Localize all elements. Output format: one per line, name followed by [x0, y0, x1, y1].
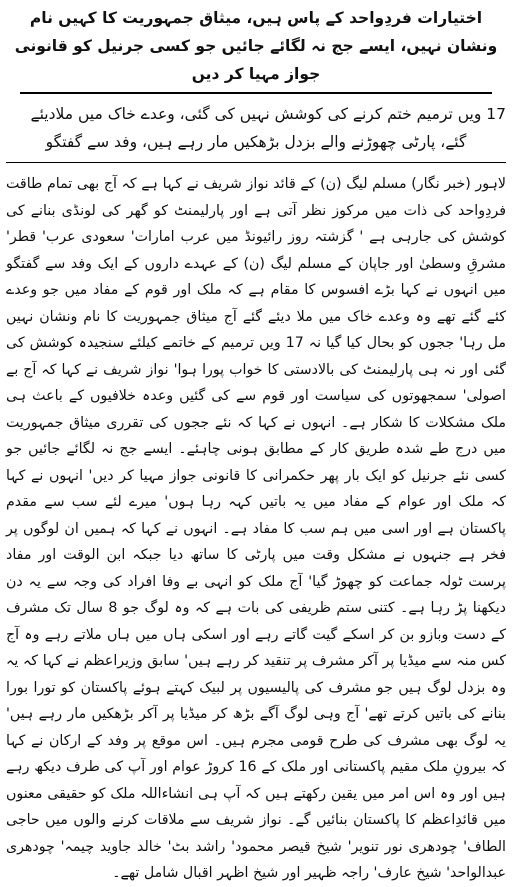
subheadline: 17 ویں ترمیم ختم کرنے کی کوشش نہیں کی گئی، وعدے خاک میں ملادیئے گئے، پارٹی چھوڑنے والے بزدل بڑھکیں مار رہے ہیں، وفد سے گفتگو — [30, 105, 506, 151]
headline: اختیارات فردِواحد کے پاس ہیں، میثاق جمہوریت کا کہیں نام ونشان نہیں، ایسے جج نہ لگائے جائیں جو کسی جرنیل کو قانونی جواز مہیا کر دیں — [14, 9, 498, 83]
article-body: لاہور (خبر نگار) مسلم لیگ (ن) کے قائد نواز شریف نے کہا ہے کہ آج بھی تمام طاقت فردِواحد کی ذات میں مرکوز نظر آتی ہے اور پارلیمنٹ کو گھر کی لونڈی بنانے کی کوشش کی جارہی ہے ' گزشتہ روز رائیونڈ میں عرب امارات' سعودی عرب' قطر' مشرقِ وسطیٰ اور جاپان کے مسلم لیگ (ن) کے عہدے داروں کے ایک وفد سے گفتگو میں انہوں نے کہا بڑے افسوس کا مقام ہے کہ ملک اور قوم کے مفاد میں جو وعدے کئے گئے تھے وہ وعدے خاک میں ملا دیئے گئے آج میثاق جمہوریت کا نام ونشان نہیں مل رہا' ججوں کو بحال کیا گیا نہ 17 ویں ترمیم کے خاتمے کیلئے سنجیدہ کوشش کی گئی اور نہ ہی پارلیمنٹ کی بالادستی کا خواب پورا ہوا' نواز شریف نے کہا کہ آج بے اصولی' سمجھوتوں کی سیاست اور قوم سے کی گئیں وعدہ خلافیوں کے باعث ہی ملک مشکلات کا شکار ہے۔ انہوں نے کہا کہ نئے ججوں کی تقرری میثاق جمہوریت میں درج طے شدہ طریق کار کے مطابق ہونی چاہئے۔ ایسے جج نہ لگائے جائیں جو کسی نئے جرنیل کو ایک بار پھر حکمرانی کا قانونی جواز مہیا کر دیں' انہوں نے کہا کہ ملک اور عوام کے مفاد میں یہ باتیں کہہ رہا ہوں' میرے لئے سب سے مقدم پاکستان ہے اور اسی میں ہم سب کا مفاد ہے۔ انہوں نے کہا کہ ہمیں ان لوگوں پر فخر ہے جنہوں نے مشکل وقت میں پارٹی کا ساتھ دیا جبکہ ابن الوقت اور مفاد پرست ٹولہ جماعت کو چھوڑ گیا' آج ملک کو انہی بے وفا افراد کی وجہ سے یہ دن دیکھنا پڑ رہا ہے۔ کتنی ستم ظریفی کی بات ہے کہ وہ لوگ جو 8 سال تک مشرف کے دست وبازو بن کر اسکے گیت گاتے رہے اور اسکی ہاں میں ہاں ملاتے رہے وہ آج کس منہ سے میڈیا پر آکر مشرف پر تنقید کر رہے ہیں' سابق وزیراعظم نے کہا کہ یہ وہ بزدل لوگ ہیں جو مشرف کی پالیسیوں پر لبیک کہتے ہوئے پاکستان کو تورا بورا بنانے کی باتیں کرتے تھے' آج وہی لوگ آگے بڑھ کر میڈیا پر آکر بڑھکیں مار رہے ہیں' یہ لوگ بھی مشرف کی طرح قومی مجرم ہیں۔ اس موقع پر وفد کے ارکان نے کہا کہ بیرونِ ملک مقیم پاکستانی اور ملک کے 16 کروڑ عوام اور آپ کی طرف دیکھ رہے ہیں اور وہ اس امر میں یقین رکھتے ہیں کہ آپ ہی انشاءاللہ ملک کو حقیقی معنوں میں قائدِاعظم کا پاکستان بنائیں گے۔ نواز شریف سے ملاقات کرنے والوں میں حاجی الطاف' چودھری نور تنویر' شیخ قیصر محمود' راشد بٹ' خالد جاوید چیمہ' چودھری عبدالواحد' شیخ عارف' راجہ ظہیر اور شیخ اظہر اقبال شامل تھے۔ — [6, 176, 507, 881]
subheadline-divider — [6, 162, 506, 163]
headline-divider — [20, 92, 492, 94]
